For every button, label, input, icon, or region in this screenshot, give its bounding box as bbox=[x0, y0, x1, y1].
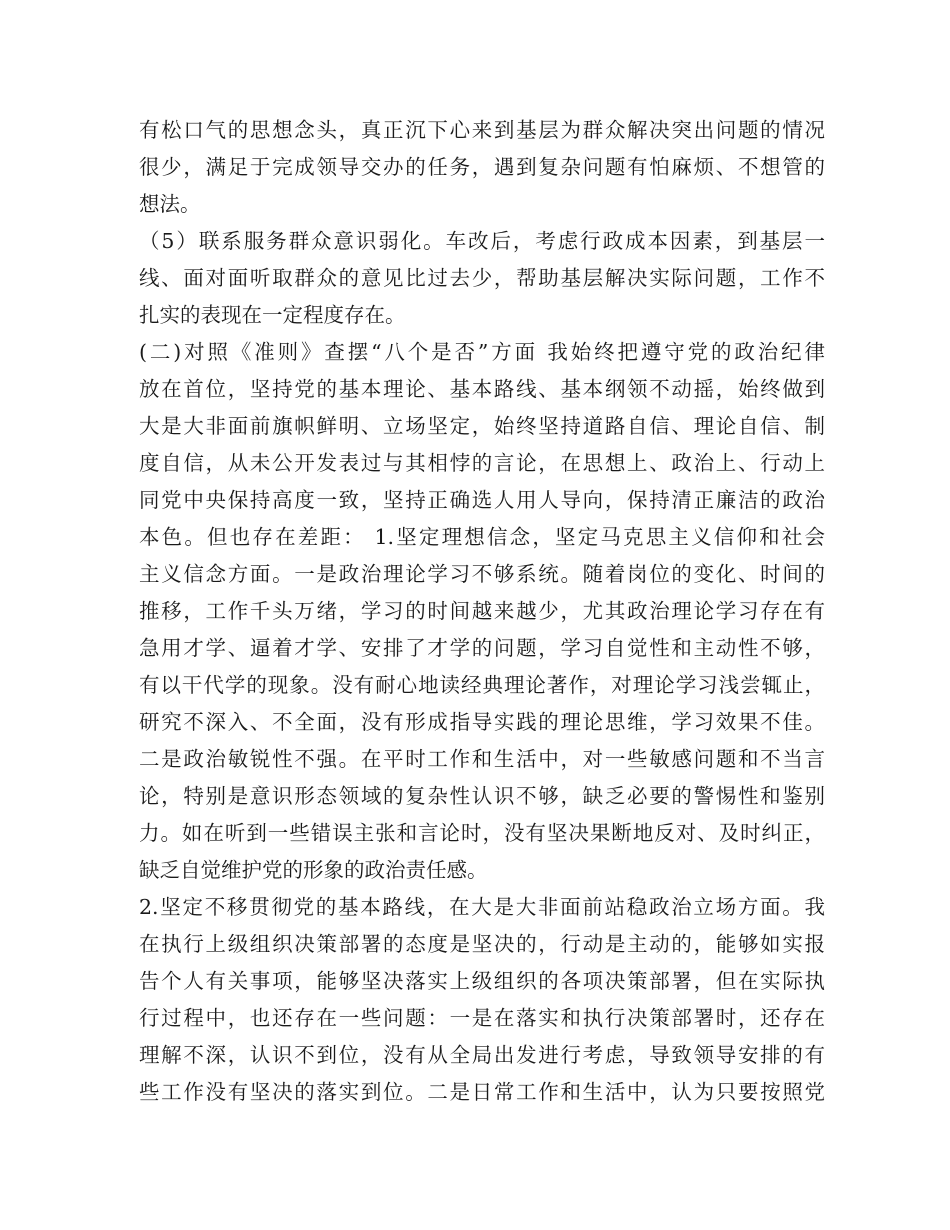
text-line: 研究不深入、不全面，没有形成指导实践的理论思维，学习效果不佳。 bbox=[139, 710, 825, 734]
text-line: 论，特别是意识形态领域的复杂性认识不够，缺乏必要的警惕性和鉴别 bbox=[139, 784, 825, 808]
text-line: 有以干代学的现象。没有耐心地读经典理论著作，对理论学习浅尝辄止， bbox=[139, 673, 825, 697]
text-line: 理解不深，认识不到位，没有从全局出发进行考虑，导致领导安排的有 bbox=[139, 1043, 825, 1067]
text-line: 想法。 bbox=[139, 192, 201, 216]
text-line: 在执行上级组织决策部署的态度是坚决的，行动是主动的，能够如实报 bbox=[139, 932, 825, 956]
text-line: 有松口气的思想念头，真正沉下心来到基层为群众解决突出问题的情况 bbox=[139, 118, 825, 142]
text-line: 急用才学、逼着才学、安排了才学的问题，学习自觉性和主动性不够， bbox=[139, 636, 825, 660]
text-line: 放在首位，坚持党的基本理论、基本路线、基本纲领不动摇，始终做到 bbox=[139, 377, 825, 401]
text-line: 扎实的表现在一定程度存在。 bbox=[139, 303, 406, 327]
text-line: 同党中央保持高度一致，坚持正确选人用人导向，保持清正廉洁的政治 bbox=[139, 488, 825, 512]
text-line: (二)对照《准则》查摆“八个是否”方面 我始终把遵守党的政治纪律 bbox=[139, 340, 825, 364]
text-line: 告个人有关事项，能够坚决落实上级组织的各项决策部署，但在实际执 bbox=[139, 969, 825, 993]
text-line: 大是大非面前旗帜鲜明、立场坚定，始终坚持道路自信、理论自信、制 bbox=[139, 414, 825, 438]
text-line: 2.坚定不移贯彻党的基本路线，在大是大非面前站稳政治立场方面。我 bbox=[139, 895, 825, 919]
text-line: 推移，工作千头万绪，学习的时间越来越少，尤其政治理论学习存在有 bbox=[139, 599, 825, 623]
text-line: 本色。但也存在差距： 1.坚定理想信念，坚定马克思主义信仰和社会 bbox=[139, 525, 825, 549]
text-line: 很少，满足于完成领导交办的任务，遇到复杂问题有怕麻烦、不想管的 bbox=[139, 155, 825, 179]
text-line: 行过程中，也还存在一些问题：一是在落实和执行决策部署时，还存在 bbox=[139, 1006, 825, 1030]
text-line: 些工作没有坚决的落实到位。二是日常工作和生活中，认为只要按照党 bbox=[139, 1080, 825, 1104]
text-line: 主义信念方面。一是政治理论学习不够系统。随着岗位的变化、时间的 bbox=[139, 562, 825, 586]
text-line: 缺乏自觉维护党的形象的政治责任感。 bbox=[139, 858, 488, 882]
text-line: 度自信，从未公开发表过与其相悖的言论，在思想上、政治上、行动上 bbox=[139, 451, 825, 475]
text-line: 二是政治敏锐性不强。在平时工作和生活中，对一些敏感问题和不当言 bbox=[139, 747, 825, 771]
text-line: 力。如在听到一些错误主张和言论时，没有坚决果断地反对、及时纠正， bbox=[139, 821, 825, 845]
body-text bbox=[139, 112, 825, 1111]
text-line: （5）联系服务群众意识弱化。车改后，考虑行政成本因素，到基层一 bbox=[139, 229, 825, 253]
text-line: 线、面对面听取群众的意见比过去少，帮助基层解决实际问题，工作不 bbox=[139, 266, 825, 290]
